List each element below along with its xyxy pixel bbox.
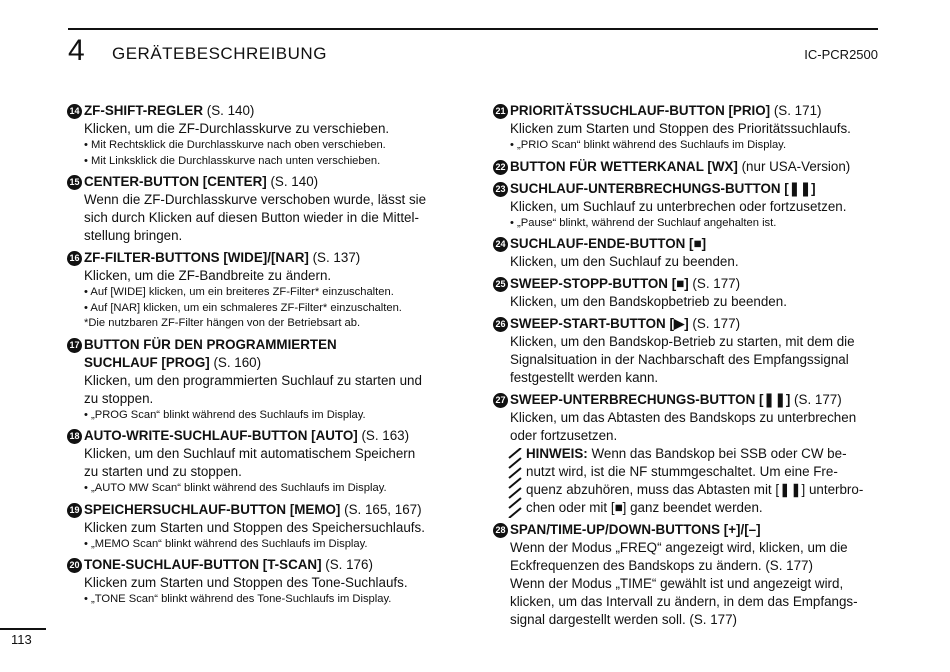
body-text-line: Klicken, um Suchlauf zu unterbrechen oder fortzusetzen. — [510, 198, 847, 214]
bullet-text: • Auf [WIDE] klicken, um ein breiteres ZF-Filter* einzuschalten. — [84, 286, 394, 298]
hinweis-text-line: nutzt wird, ist die NF stummgeschaltet. Um eine Fre- — [526, 464, 838, 479]
section-title: SWEEP-STOPP-BUTTON [■] — [510, 276, 689, 291]
bullet-item — [67, 537, 459, 553]
section-title: TONE-SUCHLAUF-BUTTON [T-SCAN] — [84, 557, 322, 572]
bullet-text: • „AUTO MW Scan“ blinkt während des Suchlaufs im Display. — [84, 482, 387, 494]
page-reference: (S. 140) — [266, 174, 319, 189]
bullet-item — [67, 285, 459, 301]
bullet-text: • „MEMO Scan“ blinkt während des Suchlaufs im Display. — [84, 538, 368, 550]
hinweis-text-line: chen oder mit [■] ganz beendet werden. — [526, 500, 763, 515]
bullet-item — [493, 138, 885, 154]
section-heading — [67, 102, 459, 120]
page-reference: (S. 171) — [770, 103, 822, 118]
note-hatch-icon — [508, 448, 522, 518]
page-reference: (S. 177) — [790, 392, 842, 407]
section-heading — [493, 315, 885, 333]
item-number-badge: 27 — [493, 393, 508, 408]
page-reference: (S. 177) — [688, 276, 741, 291]
section-heading — [67, 427, 459, 445]
section-title-line2: SUCHLAUF [PROG] — [84, 354, 210, 370]
section-heading — [493, 180, 885, 198]
page-number: 113 — [11, 632, 32, 647]
body-text-line: zu starten und zu stoppen. — [84, 464, 242, 479]
section-item — [67, 556, 459, 608]
bullet-text: • „PROG Scan“ blinkt während des Suchlaufs im Display. — [84, 409, 366, 421]
page-reference: (S. 140) — [203, 103, 255, 118]
hinweis-label: HINWEIS: — [526, 446, 588, 461]
body-text-line: Signalsituation in der Nachbarschaft des Empfangssignal — [510, 352, 849, 367]
section-title: SUCHLAUF-UNTERBRECHUNGS-BUTTON [❚❚] — [510, 180, 816, 196]
section-heading — [493, 391, 885, 409]
section-item — [493, 275, 885, 311]
body-text-line: Klicken, um den Suchlauf mit automatischem Speichern — [84, 446, 416, 461]
body-text-line: Klicken zum Starten und Stoppen des Prioritätssuchlaufs. — [510, 121, 851, 136]
bullet-text: • Mit Linksklick die Durchlasskurve nach unten verschieben. — [84, 155, 380, 167]
body-text-line: klicken, um das Intervall zu ändern, in dem das Empfangs- — [510, 594, 858, 609]
section-heading — [493, 521, 885, 539]
chapter-number: 4 — [68, 34, 85, 67]
section-item — [493, 102, 885, 154]
bullet-text: • Mit Rechtsklick die Durchlasskurve nach oben verschieben. — [84, 139, 386, 151]
section-heading — [67, 336, 459, 372]
section-item — [67, 102, 459, 169]
section-title: SWEEP-UNTERBRECHUNGS-BUTTON [❚❚] — [510, 392, 791, 407]
body-text-line: Wenn der Modus „TIME“ gewählt ist und angezeigt wird, — [510, 576, 844, 591]
section-heading — [67, 556, 459, 574]
footnote-text: *Die nutzbaren ZF-Filter hängen von der Betriebsart ab. — [84, 317, 361, 329]
bullet-text: • „Pause“ blinkt, während der Suchlauf angehalten ist. — [510, 217, 776, 229]
item-number-badge: 18 — [67, 429, 82, 444]
body-text-line: Klicken, um die ZF-Durchlasskurve zu verschieben. — [84, 121, 390, 136]
chapter-title: GERÄTEBESCHREIBUNG — [112, 44, 327, 63]
page-reference: (S. 177) — [688, 316, 741, 331]
body-text-line: Klicken, um den Bandskop-Betrieb zu starten, mit dem die — [510, 334, 855, 349]
hinweis-text-line: Wenn das Bandskop bei SSB oder CW be- — [587, 446, 847, 461]
section-item — [493, 180, 885, 232]
bullet-item — [67, 138, 459, 154]
section-title: SWEEP-START-BUTTON [▶] — [510, 316, 689, 331]
page-reference: (S. 176) — [321, 557, 373, 572]
section-item — [493, 158, 885, 176]
section-title: SPAN/TIME-UP/DOWN-BUTTONS [+]/[–] — [510, 522, 761, 537]
section-item — [493, 315, 885, 387]
section-item — [67, 249, 459, 332]
right-column — [493, 102, 885, 633]
section-heading — [493, 235, 885, 253]
section-title: PRIORITÄTSSUCHLAUF-BUTTON [PRIO] — [510, 103, 771, 118]
body-text-line: sich durch Klicken auf diesen Button wieder in die Mittel- — [84, 210, 419, 225]
item-number-badge: 21 — [493, 104, 508, 119]
body-text-line: zu stoppen. — [84, 390, 154, 406]
section-item — [67, 173, 459, 245]
bullet-item — [67, 481, 459, 497]
header-rule — [68, 28, 878, 30]
section-title: ZF-FILTER-BUTTONS [WIDE]/[NAR] — [84, 250, 309, 265]
page-reference: (S. 165, 167) — [340, 501, 422, 517]
page-reference: (nur USA-Version) — [737, 158, 851, 174]
item-number-badge: 17 — [67, 338, 82, 353]
body-text-line: signal dargestellt werden soll. (S. 177) — [510, 612, 738, 627]
section-heading — [493, 158, 885, 176]
body-text-line: Eckfrequenzen des Bandskops zu ändern. (S. 177) — [510, 558, 813, 573]
page-number-rule — [0, 628, 46, 630]
body-text-line: Klicken, um das Abtasten des Bandskops zu unterbrechen — [510, 410, 857, 425]
section-title: SUCHLAUF-ENDE-BUTTON [■] — [510, 236, 707, 251]
item-number-badge: 19 — [67, 503, 82, 518]
page-reference: (S. 137) — [308, 250, 361, 265]
left-column — [67, 102, 459, 612]
section-heading — [67, 173, 459, 191]
section-item — [67, 336, 459, 424]
section-title: ZF-SHIFT-REGLER — [84, 103, 204, 118]
bullet-item — [67, 154, 459, 170]
section-title: CENTER-BUTTON [CENTER] — [84, 174, 267, 189]
section-item — [493, 235, 885, 271]
section-title: BUTTON FÜR WETTERKANAL [WX] — [510, 158, 738, 174]
body-text-line: Klicken, um den programmierten Suchlauf zu starten und — [84, 372, 422, 388]
bullet-item — [67, 301, 459, 317]
section-title: SPEICHERSUCHLAUF-BUTTON [MEMO] — [84, 501, 341, 517]
item-number-badge: 20 — [67, 558, 82, 573]
body-text-line: Wenn der Modus „FREQ“ angezeigt wird, klicken, um die — [510, 540, 848, 555]
section-item — [493, 521, 885, 629]
page-reference: (S. 163) — [357, 428, 410, 443]
section-heading — [67, 249, 459, 267]
page-reference: (S. 160) — [209, 354, 262, 370]
section-item — [67, 427, 459, 497]
item-number-badge: 23 — [493, 182, 508, 197]
bullet-item — [67, 592, 459, 608]
hinweis-text-line: quenz abzuhören, muss das Abtasten mit [❚❚] unterbro- — [526, 482, 864, 497]
body-text-line: stellung bringen. — [84, 228, 183, 243]
item-number-badge: 24 — [493, 237, 508, 252]
item-number-badge: 15 — [67, 175, 82, 190]
body-text-line: Klicken zum Starten und Stoppen des Tone-Suchlaufs. — [84, 575, 408, 590]
item-number-badge: 25 — [493, 277, 508, 292]
body-text-line: Klicken zum Starten und Stoppen des Speichersuchlaufs. — [84, 519, 425, 535]
bullet-text: • Auf [NAR] klicken, um ein schmaleres ZF-Filter* einzuschalten. — [84, 302, 402, 314]
section-title: AUTO-WRITE-SUCHLAUF-BUTTON [AUTO] — [84, 428, 358, 443]
bullet-item — [493, 216, 885, 232]
item-number-badge: 14 — [67, 104, 82, 119]
body-text-line: Klicken, um den Bandskopbetrieb zu beenden. — [510, 294, 787, 309]
item-number-badge: 28 — [493, 523, 508, 538]
bullet-text: • „TONE Scan“ blinkt während des Tone-Suchlaufs im Display. — [84, 593, 391, 605]
body-text-line: Wenn die ZF-Durchlasskurve verschoben wurde, lässt sie — [84, 192, 427, 207]
section-title: BUTTON FÜR DEN PROGRAMMIERTEN — [84, 336, 337, 352]
body-text-line: Klicken, um den Suchlauf zu beenden. — [510, 254, 739, 269]
hinweis-note — [493, 445, 885, 517]
bullet-item — [67, 408, 459, 424]
item-number-badge: 16 — [67, 251, 82, 266]
section-item — [493, 391, 885, 517]
section-heading — [67, 501, 459, 519]
model-name: IC-PCR2500 — [804, 47, 878, 62]
section-heading — [493, 275, 885, 293]
bullet-text: • „PRIO Scan“ blinkt während des Suchlaufs im Display. — [510, 139, 786, 151]
item-number-badge: 22 — [493, 160, 508, 175]
body-text-line: Klicken, um die ZF-Bandbreite zu ändern. — [84, 268, 332, 283]
body-text-line: oder fortzusetzen. — [510, 428, 618, 443]
section-item — [67, 501, 459, 553]
section-heading — [493, 102, 885, 120]
body-text-line: festgestellt werden kann. — [510, 370, 659, 385]
item-number-badge: 26 — [493, 317, 508, 332]
